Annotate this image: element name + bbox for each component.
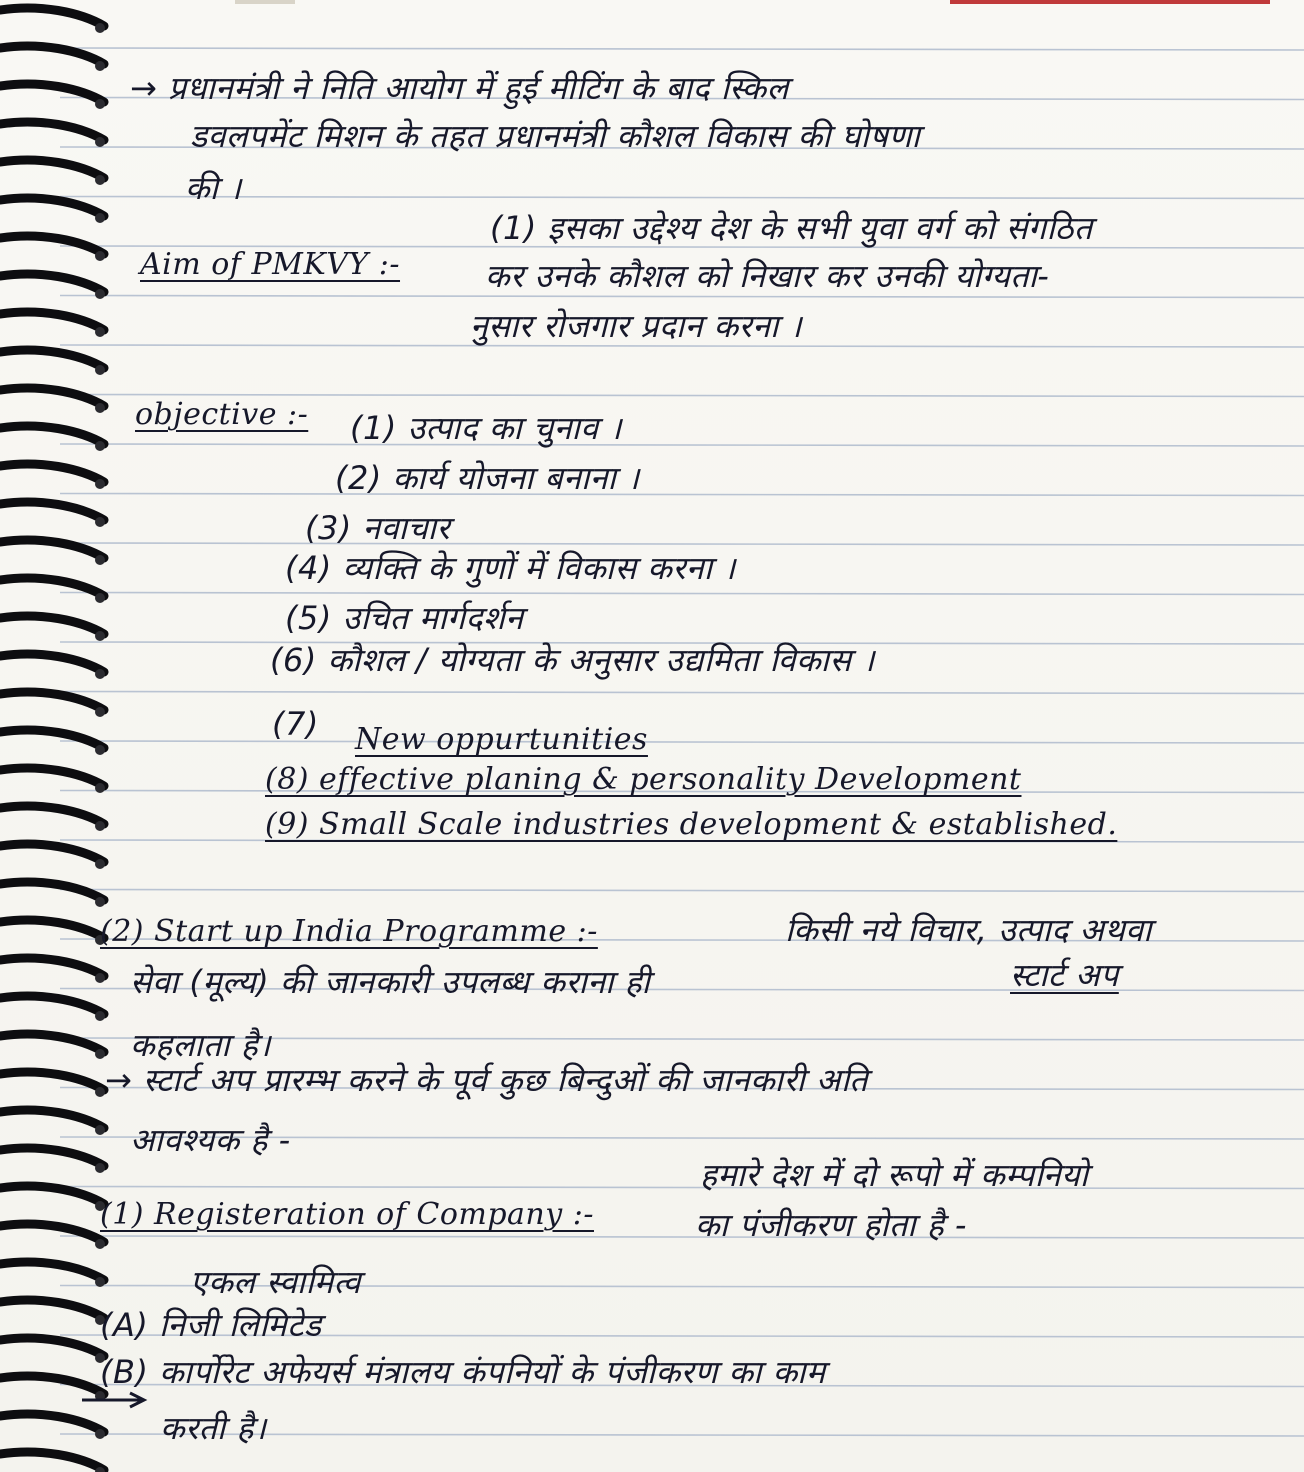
aim-text: कर उनके कौशल को निखार कर उनकी योग्यता- (485, 257, 1050, 295)
spiral-ring (0, 730, 104, 748)
ruled-line (60, 48, 1304, 50)
spiral-ring (0, 768, 104, 786)
spiral-ring (0, 996, 104, 1014)
punch-hole (95, 1163, 105, 1173)
punch-hole (95, 137, 105, 147)
spiral-ring (0, 84, 104, 102)
punch-hole (95, 1125, 105, 1135)
punch-hole (95, 365, 105, 375)
aim-text: (1) इसका उद्देश्य देश के सभी युवा वर्ग को संगठित (490, 209, 1093, 247)
spiral-ring (0, 8, 104, 26)
startup-text: → स्टार्ट अप प्रारम्भ करने के पूर्व कुछ बिन्दुओं की जानकारी अति (105, 1061, 868, 1099)
spiral-ring (0, 1110, 104, 1128)
ruled-line (60, 1187, 1304, 1189)
ruled-line (60, 593, 1304, 595)
spiral-ring (0, 920, 104, 938)
spiral-ring (0, 616, 104, 634)
punch-hole (95, 517, 105, 527)
objective-item: (3) नवाचार (305, 509, 451, 547)
spiral-ring (0, 502, 104, 520)
ruled-line (60, 890, 1304, 892)
spiral-ring (0, 160, 104, 178)
punch-hole (95, 403, 105, 413)
punch-hole (95, 783, 105, 793)
registration-heading: (1) Registeration of Company :- (100, 1197, 594, 1232)
note-line: डवलपमेंट मिशन के तहत प्रधानमंत्री कौशल विकास की घोषणा (190, 117, 921, 155)
ruled-line (60, 197, 1304, 199)
objective-item: (8) effective planing & personality Development (265, 762, 1022, 797)
spiral-ring (0, 1034, 104, 1052)
punch-hole (95, 61, 105, 71)
ruled-line (60, 692, 1304, 694)
registration-item: (A) निजी लिमिटेड (100, 1306, 322, 1344)
punch-hole (95, 441, 105, 451)
spiral-ring (0, 1224, 104, 1242)
objective-item: (5) उचित मार्गदर्शन (285, 599, 524, 637)
punch-hole (95, 175, 105, 185)
ruled-line (60, 494, 1304, 496)
ruled-line (60, 741, 1304, 743)
punch-hole (95, 897, 105, 907)
spiral-ring (0, 882, 104, 900)
spiral-ring (0, 958, 104, 976)
spiral-ring (0, 1452, 104, 1470)
punch-hole (95, 251, 105, 261)
spiral-ring (0, 806, 104, 824)
spiral-ring (0, 426, 104, 444)
punch-hole (95, 669, 105, 679)
registration-item: करती है। (160, 1409, 267, 1447)
registration-item: (B) कार्पोरेट अफेयर्स मंत्रालय कंपनियों के पंजीकरण का काम (100, 1353, 826, 1391)
punch-hole (95, 555, 105, 565)
spiral-ring (0, 578, 104, 596)
note-line: की । (185, 169, 242, 207)
objective-item: (1) उत्पाद का चुनाव । (350, 409, 622, 447)
spiral-ring (0, 46, 104, 64)
spiral-ring (0, 236, 104, 254)
registration-item: एकल स्वामित्व (190, 1263, 361, 1301)
punch-hole (95, 1011, 105, 1021)
punch-hole (95, 1277, 105, 1287)
spiral-ring (0, 122, 104, 140)
spiral-ring (0, 312, 104, 330)
spiral-ring (0, 1186, 104, 1204)
objective-item: (2) कार्य योजना बनाना । (335, 459, 640, 497)
note-line: → प्रधानमंत्री ने निति आयोग में हुई मीटिंग के बाद स्किल (130, 69, 789, 107)
spiral-ring (0, 540, 104, 558)
arrow-icon (80, 1390, 150, 1410)
startup-term: स्टार्ट अप (1010, 956, 1119, 994)
spiral-ring (0, 1148, 104, 1166)
spiral-ring (0, 844, 104, 862)
punch-hole (95, 859, 105, 869)
spiral-ring (0, 198, 104, 216)
punch-hole (95, 593, 105, 603)
objective-item: (4) व्यक्ति के गुणों में विकास करना । (285, 549, 736, 587)
aim-heading: Aim of PMKVY :- (140, 247, 401, 282)
punch-hole (95, 1049, 105, 1059)
spiral-ring (0, 274, 104, 292)
punch-hole (95, 707, 105, 717)
startup-heading: (2) Start up India Programme :- (100, 914, 598, 949)
startup-text: सेवा (मूल्य) की जानकारी उपलब्ध कराना ही (130, 963, 651, 1001)
objective-item-number: (7) (272, 705, 319, 743)
punch-hole (95, 327, 105, 337)
spiral-ring (0, 1300, 104, 1318)
punch-hole (95, 631, 105, 641)
spiral-binding (0, 0, 120, 1472)
aim-text: नुसार रोजगार प्रदान करना । (470, 307, 803, 345)
spiral-ring (0, 388, 104, 406)
punch-hole (95, 479, 105, 489)
startup-text: कहलाता है। (130, 1026, 271, 1064)
punch-hole (95, 1239, 105, 1249)
punch-hole (95, 99, 105, 109)
punch-hole (95, 745, 105, 755)
punch-hole (95, 821, 105, 831)
punch-hole (95, 213, 105, 223)
spiral-ring (0, 654, 104, 672)
punch-hole (95, 973, 105, 983)
objective-item: (9) Small Scale industries development & established. (265, 807, 1118, 842)
objective-item: (6) कौशल / योग्यता के अनुसार उद्यमिता विकास । (270, 641, 875, 679)
startup-text: किसी नये विचार, उत्पाद अथवा (785, 911, 1152, 949)
objective-heading: objective :- (135, 397, 309, 432)
spiral-ring (0, 692, 104, 710)
spiral-ring (0, 1338, 104, 1356)
punch-hole (95, 1087, 105, 1097)
startup-text: आवश्यक है - (130, 1121, 291, 1159)
punch-hole (95, 289, 105, 299)
punch-hole (95, 23, 105, 33)
ruled-line (60, 444, 1304, 446)
spiral-ring (0, 1072, 104, 1090)
objective-item: New oppurtunities (355, 722, 648, 757)
registration-text: का पंजीकरण होता है - (695, 1206, 967, 1244)
spiral-ring (0, 1414, 104, 1432)
registration-text: हमारे देश में दो रूपो में कम्पनियो (700, 1156, 1089, 1194)
spiral-ring (0, 1262, 104, 1280)
spiral-ring (0, 350, 104, 368)
punch-hole (95, 1429, 105, 1439)
ruled-line (60, 1236, 1304, 1238)
ruled-line (60, 543, 1304, 545)
spiral-ring (0, 464, 104, 482)
